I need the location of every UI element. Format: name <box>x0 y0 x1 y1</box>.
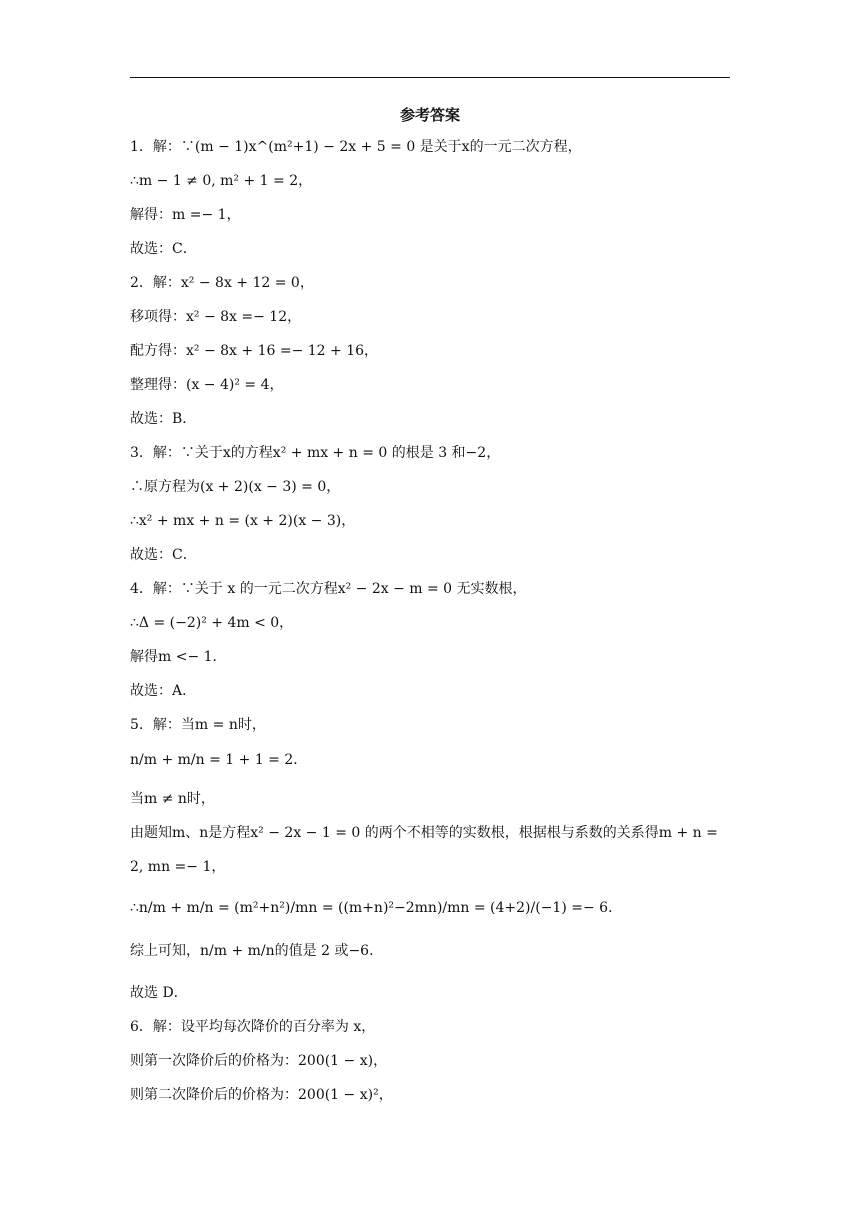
answer-line: 6．解：设平均每次降价的百分率为 x， <box>130 1019 376 1035</box>
answer-line: 4．解：∵关于 x 的一元二次方程x² − 2x − m = 0 无实数根， <box>130 581 527 597</box>
answer-line: 故选：B． <box>130 411 197 427</box>
answer-line: 解得：m =− 1， <box>130 207 241 223</box>
answer-line: 配方得：x² − 8x + 16 =− 12 + 16， <box>130 343 379 359</box>
answer-line: 1．解：∵(m − 1)x^(m²+1) − 2x + 5 = 0 是关于x的一元二次方程， <box>130 139 582 155</box>
answer-line: 故选：C． <box>130 547 197 563</box>
answer-line: n/m + m/n = 1 + 1 = 2． <box>130 752 308 768</box>
answer-line: 当m ≠ n时， <box>130 791 215 807</box>
answer-line: ∴n/m + m/n = (m²+n²)/mn = ((m+n)²−2mn)/mn = (4+2)/(−1) =− 6． <box>130 900 623 916</box>
answer-line: 综上可知，n/m + m/n的值是 2 或−6． <box>130 943 384 959</box>
answer-line: 由题知m、n是方程x² − 2x − 1 = 0 的两个不相等的实数根，根据根与系数的关系得m + n = <box>130 825 718 841</box>
answer-line: 故选：C． <box>130 241 197 257</box>
answer-line: 3．解：∵关于x的方程x² + mx + n = 0 的根是 3 和−2， <box>130 445 501 461</box>
answer-line: 5．解：当m = n时， <box>130 717 266 733</box>
answer-line: 故选 D． <box>130 985 188 1001</box>
answer-line: 整理得：(x − 4)² = 4， <box>130 377 284 393</box>
header-rule <box>130 77 730 78</box>
answer-line: 则第一次降价后的价格为：200(1 − x)， <box>130 1053 388 1069</box>
answer-line: 移项得：x² − 8x =− 12， <box>130 309 302 325</box>
answer-line: ∴Δ = (−2)² + 4m < 0， <box>130 615 294 631</box>
answer-line: ∴m − 1 ≠ 0, m² + 1 = 2， <box>130 173 313 189</box>
answer-line: 解得m <− 1． <box>130 649 227 665</box>
answer-line: 则第二次降价后的价格为：200(1 − x)²， <box>130 1087 393 1103</box>
page-title: 参考答案 <box>399 106 460 124</box>
answer-line: 故选：A． <box>130 683 197 699</box>
answer-line: ∴x² + mx + n = (x + 2)(x − 3)， <box>130 513 356 529</box>
answer-line: 2．解：x² − 8x + 12 = 0， <box>130 275 314 291</box>
answer-line: 2, mn =− 1， <box>130 859 226 875</box>
answer-line: ∴原方程为(x + 2)(x − 3) = 0， <box>130 479 341 495</box>
